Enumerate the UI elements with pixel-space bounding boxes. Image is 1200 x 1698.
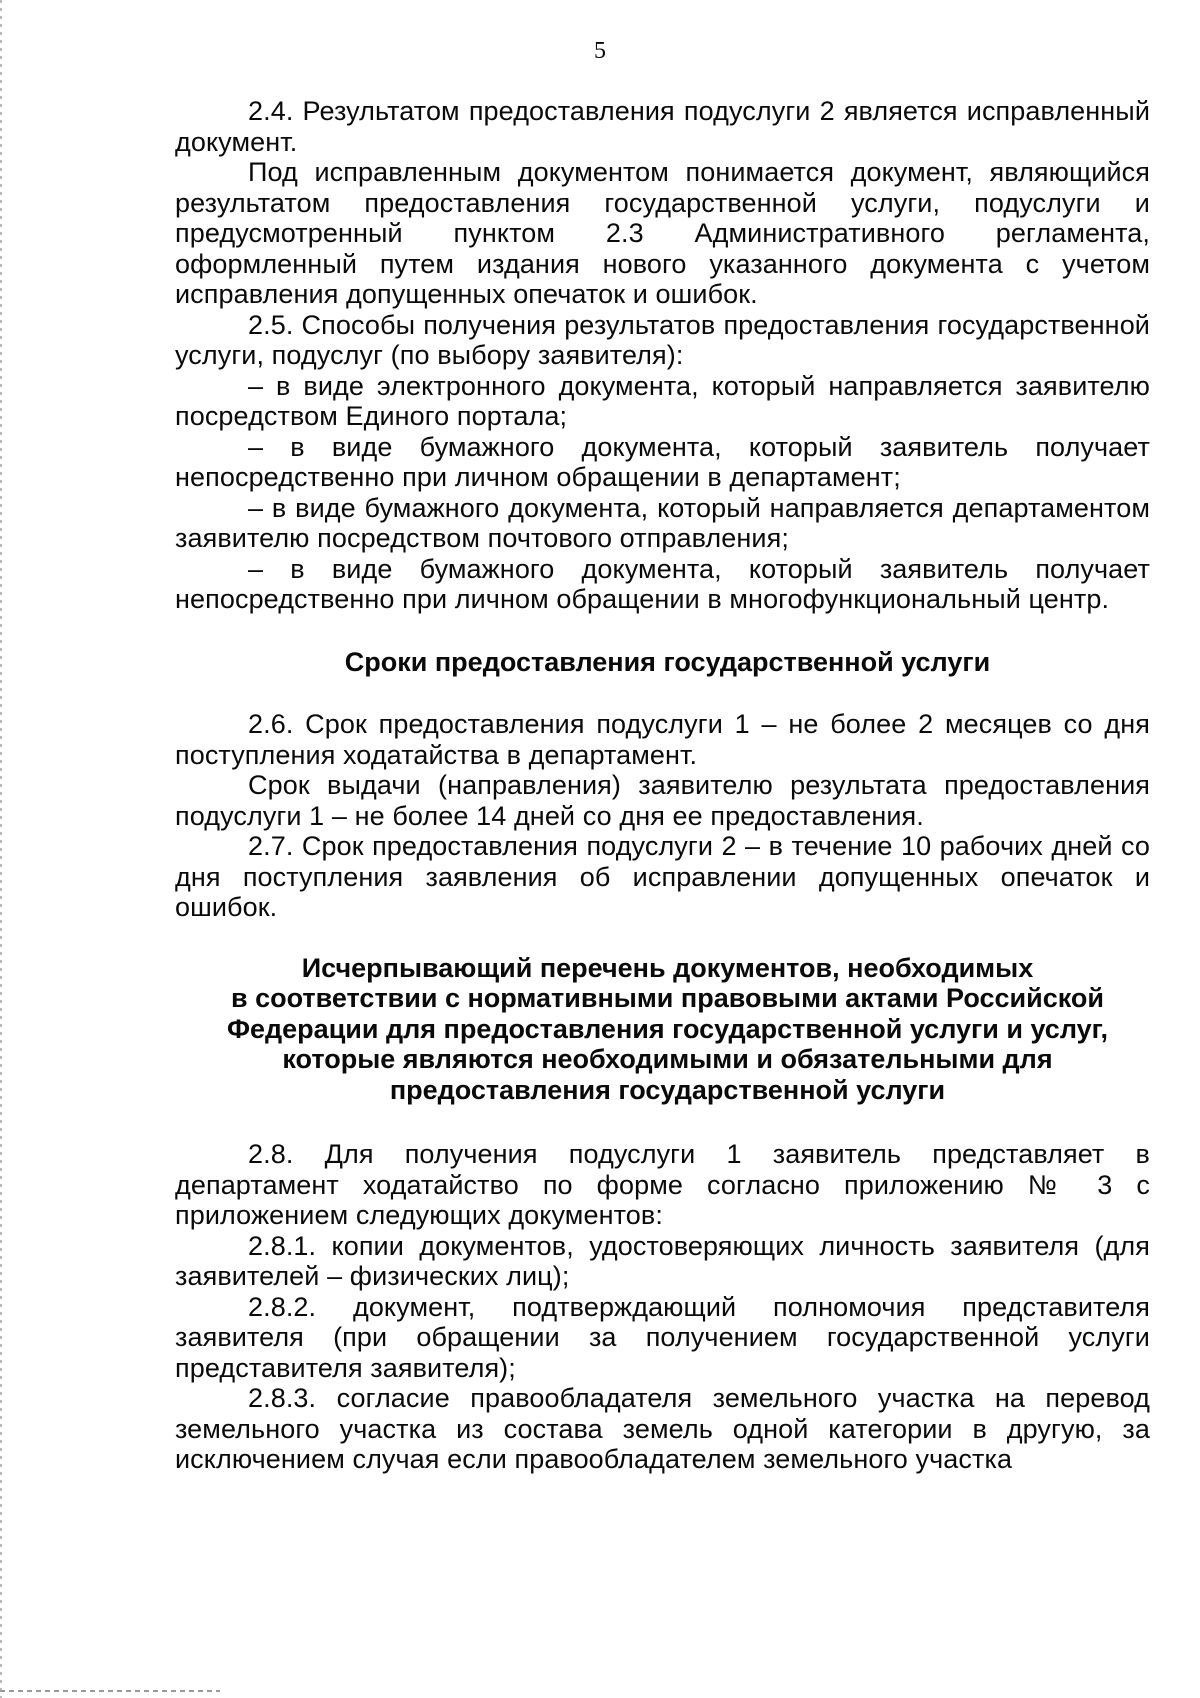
paragraph-issue-term: Срок выдачи (направления) заявителю результата предоставления подуслуги 1 – не более 14 дней со дня ее предоставления.: [175, 770, 1150, 831]
paragraph-2-4: 2.4. Результатом предоставления подуслуги 2 является исправленный документ.: [175, 96, 1150, 157]
paragraph-2-8-1: 2.8.1. копии документов, удостоверяющих личность заявителя (для заявителей – физических лиц);: [175, 1230, 1150, 1291]
paragraph-2-6: 2.6. Срок предоставления подуслуги 1 – не более 2 месяцев со дня поступления ходатайства в департамент.: [175, 709, 1150, 770]
heading-line: в соответствии с нормативными правовыми актами Российской: [231, 983, 1104, 1013]
list-item-electronic: – в виде электронного документа, который направляется заявителю посредством Единого портала;: [175, 370, 1150, 431]
paragraph-2-8-2: 2.8.2. документ, подтверждающий полномочия представителя заявителя (при обращении за получением государственной услуги представителя заявителя);: [175, 1291, 1150, 1383]
list-item-paper-personal: – в виде бумажного документа, который заявитель получает непосредственно при личном обращении в департамент;: [175, 431, 1150, 492]
section-heading-documents: [175, 953, 1150, 1106]
paragraph-2-7: 2.7. Срок предоставления подуслуги 2 – в течение 10 рабочих дней со дня поступления заявления об исправлении допущенных опечаток и ошибок.: [175, 831, 1150, 922]
section-heading-terms: Сроки предоставления государственной услуги: [344, 646, 991, 677]
paragraph-corrected-document: Под исправленным документом понимается документ, являющийся результатом предоставления государственной услуги, подуслуги и предусмотренный пунктом 2.3 Административного регламента, оформленный путем издания нового указанного документа с учетом исправления допущенных опечаток и ошибок.: [175, 157, 1150, 309]
paragraph-2-8: 2.8. Для получения подуслуги 1 заявитель представляет в департамент ходатайство по форме согласно приложению № 3 с приложением следующих документов:: [175, 1139, 1150, 1230]
heading-line: Федерации для предоставления государственной услуги и услуг,: [226, 1013, 1109, 1044]
list-item-paper-mfc: – в виде бумажного документа, который заявитель получает непосредственно при личном обращении в многофункциональный центр.: [175, 553, 1150, 614]
list-item-paper-mail: – в виде бумажного документа, который направляется департаментом заявителю посредством почтового отправления;: [175, 492, 1150, 553]
heading-line: предоставления государственной услуги: [389, 1074, 946, 1105]
document-body: [175, 96, 1150, 1475]
heading-line: Исчерпывающий перечень документов, необходимых: [301, 952, 1034, 983]
scan-bottom-artifact: [0, 1690, 220, 1692]
paragraph-2-5: 2.5. Способы получения результатов предоставления государственной услуги, подуслуг (по выбору заявителя):: [175, 309, 1150, 370]
scan-margin-line: [0, 0, 2, 1698]
heading-line: которые являются необходимыми и обязательными для: [282, 1044, 1053, 1074]
page-number: 5: [594, 38, 606, 64]
paragraph-2-8-3: 2.8.3. согласие правообладателя земельного участка на перевод земельного участка из состава земель одной категории в другую, за исключением случая если правообладателем земельного участка: [175, 1383, 1150, 1474]
